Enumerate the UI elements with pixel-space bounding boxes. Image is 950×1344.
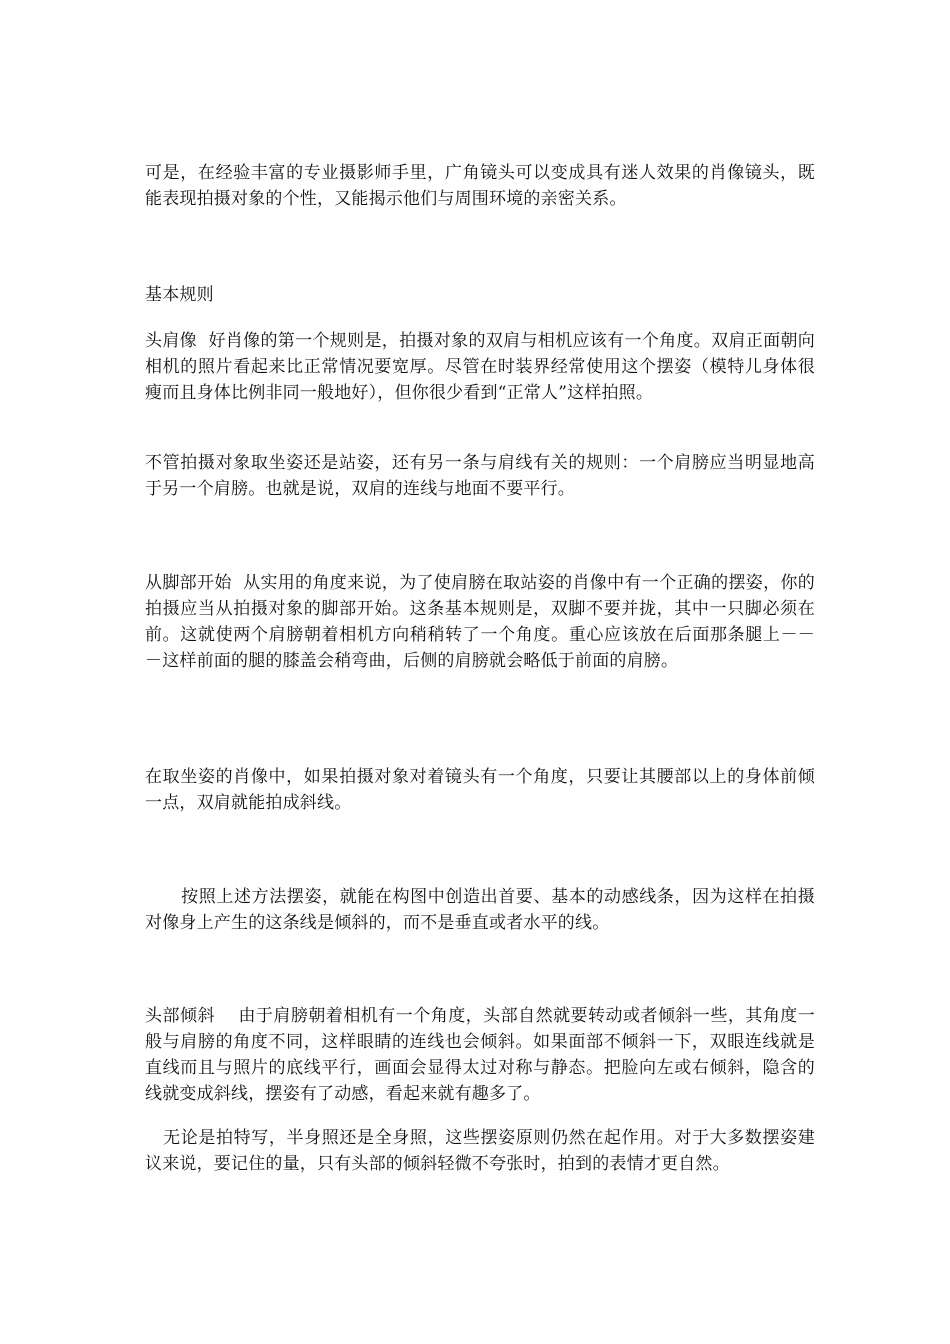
paragraph-head-tilt: 头部倾斜 由于肩膀朝着相机有一个角度，头部自然就要转动或者倾斜一些，其角度一般与肩膀的角度不同，这样眼睛的连线也会倾斜。如果面部不倾斜一下，双眼连线就是直线而且与照片的底线平行，画面会显得太过对称与静态。把脸向左或右倾斜，隐含的线就变成斜线，摆姿有了动感，看起来就有趣多了。 [145, 1006, 815, 1104]
paragraph-dynamic-lines: 按照上述方法摆姿，就能在构图中创造出首要、基本的动感线条，因为这样在拍摄对像身上产生的这条线是倾斜的，而不是垂直或者水平的线。 [145, 887, 815, 933]
section-heading-basic-rules: 基本规则 [145, 285, 214, 305]
paragraph-posing-principles: 无论是拍特写，半身照还是全身照，这些摆姿原则仍然在起作用。对于大多数摆姿建议来说，要记住的量，只有头部的倾斜轻微不夸张时，拍到的表情才更自然。 [145, 1128, 815, 1174]
paragraph-seated-portrait: 在取坐姿的肖像中，如果拍摄对象对着镜头有一个角度，只要让其腰部以上的身体前倾一点，双肩就能拍成斜线。 [145, 767, 815, 813]
paragraph-start-from-feet: 从脚部开始 从实用的角度来说，为了使肩膀在取站姿的肖像中有一个正确的摆姿，你的拍摄应当从拍摄对象的脚部开始。这条基本规则是，双脚不要并拢，其中一只脚必须在前。这就使两个肩膀朝着相机方向稍稍转了一个角度。重心应该放在后面那条腿上－－－这样前面的腿的膝盖会稍弯曲，后侧的肩膀就会略低于前面的肩膀。 [145, 573, 815, 671]
paragraph-wide-angle-lens: 可是，在经验丰富的专业摄影师手里，广角镜头可以变成具有迷人效果的肖像镜头，既能表现拍摄对象的个性，又能揭示他们与周围环境的亲密关系。 [145, 163, 815, 209]
paragraph-shoulder-line-rule: 不管拍摄对象取坐姿还是站姿，还有另一条与肩线有关的规则：一个肩膀应当明显地高于另一个肩膀。也就是说，双肩的连线与地面不要平行。 [145, 453, 815, 499]
paragraph-head-and-shoulders: 头肩像 好肖像的第一个规则是，拍摄对象的双肩与相机应该有一个角度。双肩正面朝向相机的照片看起来比正常情况要宽厚。尽管在时装界经常使用这个摆姿（模特儿身体很瘦而且身体比例非同一般地好），但你很少看到“正常人”这样拍照。 [145, 331, 815, 403]
